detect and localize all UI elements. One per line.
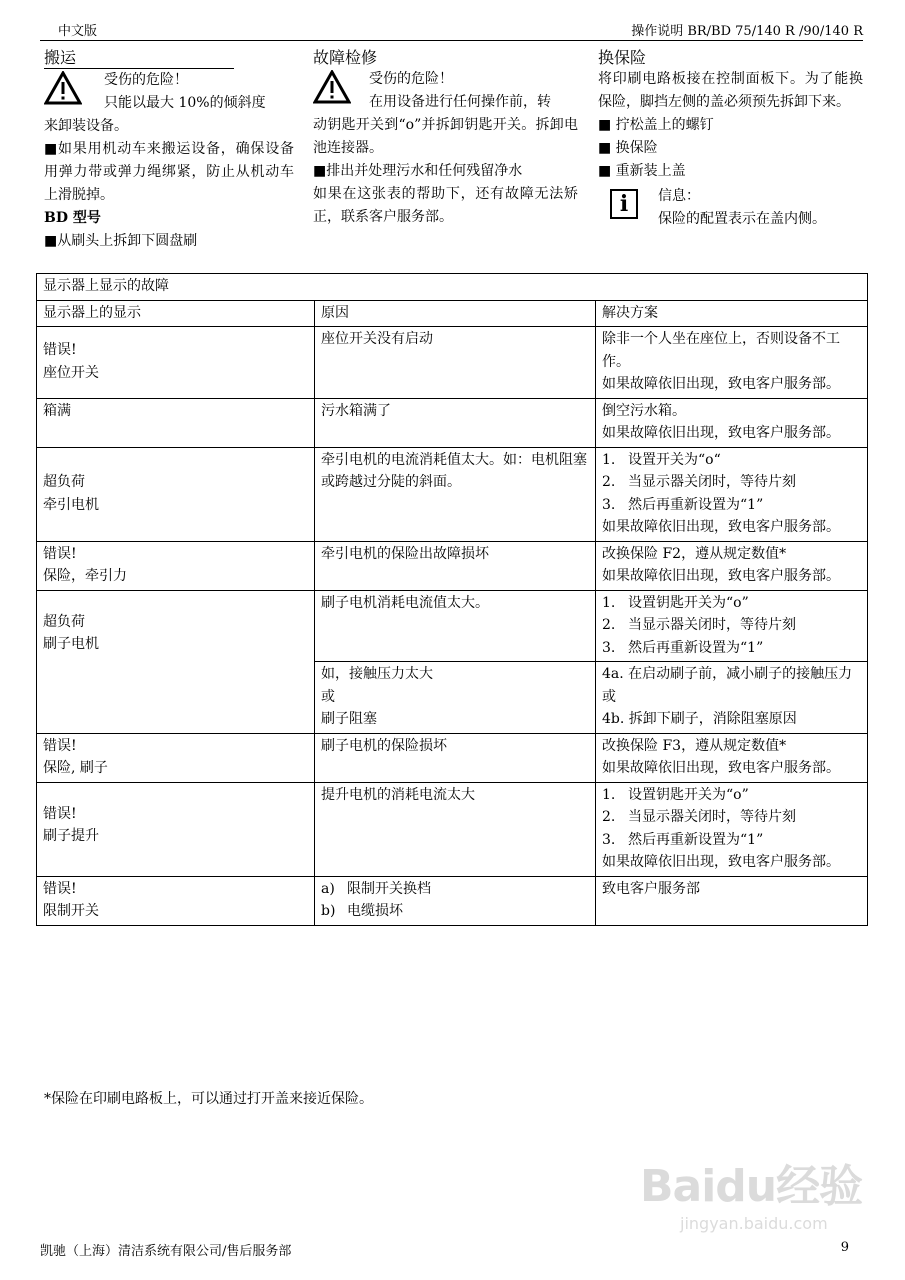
baidu-watermark (640, 1150, 870, 1240)
table-title: 显示器上显示的故障 (37, 274, 868, 301)
solution-cell (596, 662, 868, 734)
info-title: 信息： (658, 188, 700, 204)
display-text: 刷子电机 (43, 636, 99, 652)
table-header-row (37, 300, 868, 327)
display-text: 限制开关 (43, 903, 99, 919)
solution-step (602, 806, 861, 829)
solution-cell (596, 541, 868, 590)
display-text: 错误! (43, 880, 77, 897)
column-header: 解决方案 (596, 300, 868, 327)
solution-cell (596, 447, 868, 541)
info-text: 保险的配置表示在盖内侧。 (658, 211, 826, 227)
table-row (37, 398, 868, 447)
cause-cell (315, 876, 596, 925)
display-cell (37, 590, 315, 733)
step-number: 1. (602, 451, 616, 468)
cause-text: 刷子阻塞 (321, 711, 377, 727)
fuse-title: 换保险 (598, 48, 647, 67)
display-text: 刷子提升 (43, 828, 99, 844)
transport-bullet: ■如果用机动车来搬运设备，确保设备用弹力带或弹力绳绑紧，防止从机动车上滑脱掉。 (44, 141, 294, 203)
warning-line: 只能以最大 10%的倾斜度 (104, 95, 266, 111)
troubleshooting-warning (313, 68, 578, 114)
cause-cell: 刷子电机消耗电流值太大。 (315, 590, 596, 662)
table-row (37, 541, 868, 590)
transport-bullet: ■从刷头上拆卸下圆盘刷 (44, 233, 198, 249)
cause-cell: 提升电机的消耗电流太大 (315, 782, 596, 876)
solution-text: 倒空污水箱。 (602, 402, 686, 419)
cause-text: 如，接触压力太大 (321, 666, 433, 682)
cause-cell: 牵引电机的保险出故障损坏 (315, 541, 596, 590)
display-cell: 箱满 (37, 398, 315, 447)
footnote: *保险在印刷电路板上，可以通过打开盖来接近保险。 (44, 1091, 373, 1107)
item-marker: b) (321, 903, 336, 919)
table-row (37, 327, 868, 399)
fuse-section (598, 46, 863, 231)
step-text: 设置钥匙开关为“o” (628, 786, 749, 803)
solution-text: 改换保险 F3，遵从规定数值* (602, 737, 787, 754)
item-text: 电缆损坏 (347, 903, 403, 919)
step-text: 然后再重新设置为“1” (628, 496, 764, 513)
table-row (37, 876, 868, 925)
warning-triangle-icon (44, 71, 82, 105)
step-number: 2. (602, 617, 616, 633)
step-text: 然后再重新设置为“1” (628, 831, 764, 848)
column-header: 原因 (315, 300, 596, 327)
footer-company: 凯驰（上海）清洁系统有限公司/售后服务部 (40, 1244, 292, 1259)
table-row (37, 590, 868, 662)
display-cell (37, 541, 315, 590)
solution-text: 如果故障依旧出现，致电客户服务部。 (602, 568, 840, 584)
solution-cell (596, 733, 868, 782)
page-header (40, 18, 863, 41)
cause-cell: 牵引电机的电流消耗值太大。如：电机阻塞或跨越过分陡的斜面。 (315, 447, 596, 541)
step-number: 1. (602, 786, 616, 803)
transport-section (44, 46, 294, 253)
info-icon: i (610, 189, 638, 219)
solution-step (602, 637, 861, 660)
step-number: 1. (602, 594, 616, 611)
cause-cell: 刷子电机的保险损坏 (315, 733, 596, 782)
column-header: 显示器上的显示 (37, 300, 315, 327)
solution-step (602, 494, 861, 517)
solution-text: 如果故障依旧出现，致电客户服务部。 (602, 376, 840, 392)
solution-text: 改换保险 F2，遵从规定数值* (602, 545, 787, 562)
display-text: 座位开关 (43, 364, 99, 381)
solution-text: 4b. 拆卸下刷子，消除阻塞原因 (602, 711, 797, 727)
solution-text: 如果故障依旧出现，致电客户服务部。 (602, 425, 840, 441)
cause-text: 或 (321, 688, 335, 705)
fuse-step: ■ 重新装上盖 (598, 163, 686, 179)
warning-line: 在用设备进行任何操作前，转 (369, 94, 551, 110)
display-text: 错误! (43, 737, 77, 754)
fuse-step: ■ 拧松盖上的螺钉 (598, 117, 714, 133)
table-row (37, 782, 868, 876)
watermark-logo: Baidu经验 (640, 1161, 863, 1212)
solution-step (602, 829, 861, 852)
cause-cell (315, 662, 596, 734)
manual-title: 操作说明 BR/BD 75/140 R /90/140 R (631, 24, 863, 39)
transport-title: 搬运 (44, 46, 234, 69)
page-number: 9 (840, 1240, 849, 1255)
step-number: 3. (602, 831, 616, 848)
display-cell (37, 447, 315, 541)
solution-cell (596, 590, 868, 662)
display-text: 错误! (43, 805, 77, 822)
solution-cell: 致电客户服务部 (596, 876, 868, 925)
watermark-url: jingyan.baidu.com (680, 1214, 828, 1233)
solution-step (602, 449, 861, 472)
cause-item (321, 878, 589, 901)
display-text: 超负荷 (43, 474, 85, 490)
solution-cell (596, 398, 868, 447)
troubleshooting-note: 如果在这张表的帮助下，还有故障无法矫正，联系客户服务部。 (313, 186, 578, 225)
step-number: 2. (602, 809, 616, 825)
display-cell (37, 876, 315, 925)
solution-text: 如果故障依旧出现，致电客户服务部。 (602, 760, 840, 776)
step-text: 然后再重新设置为“1” (628, 639, 764, 656)
fuse-step: ■ 换保险 (598, 140, 658, 156)
fault-table (36, 273, 868, 926)
solution-step (602, 614, 861, 637)
step-text: 设置开关为“o“ (628, 451, 721, 468)
warning-line: 动钥匙开关到“o”并拆卸钥匙开关。拆卸电池连接器。 (313, 117, 578, 156)
item-text: 限制开关换档 (347, 880, 431, 897)
display-cell (37, 733, 315, 782)
table-title-row (37, 274, 868, 301)
troubleshooting-title: 故障检修 (313, 48, 378, 67)
display-cell (37, 782, 315, 876)
cause-item (321, 900, 589, 923)
warning-title: 受伤的危险！ (369, 71, 453, 87)
transport-warning (44, 69, 294, 115)
solution-text: 或 (602, 688, 616, 705)
warning-title: 受伤的危险！ (104, 72, 188, 88)
troubleshooting-bullet: ■排出并处理污水和任何残留净水 (313, 163, 523, 179)
fuse-intro: 将印刷电路板接在控制面板下。为了能换保险，脚挡左侧的盖必须预先拆卸下来。 (598, 71, 863, 110)
step-number: 3. (602, 496, 616, 513)
display-cell (37, 327, 315, 399)
step-text: 设置钥匙开关为“o” (628, 594, 749, 611)
step-text: 当显示器关闭时，等待片刻 (628, 617, 796, 633)
solution-step (602, 784, 861, 807)
solution-text: 如果故障依旧出现，致电客户服务部。 (602, 854, 840, 870)
step-text: 当显示器关闭时，等待片刻 (628, 809, 796, 825)
step-number: 2. (602, 474, 616, 490)
item-marker: a) (321, 880, 335, 897)
display-text: 保险, 刷子 (43, 760, 108, 776)
step-number: 3. (602, 639, 616, 656)
display-text: 超负荷 (43, 613, 85, 630)
display-text: 牵引电机 (43, 496, 99, 513)
solution-cell (596, 327, 868, 399)
solution-step (602, 592, 861, 615)
solution-text: 如果故障依旧出现，致电客户服务部。 (602, 519, 840, 535)
table-row (37, 447, 868, 541)
table-row (37, 733, 868, 782)
display-text: 保险，牵引力 (43, 568, 127, 584)
solution-text: 4a. 在启动刷子前，减小刷子的接触压力 (602, 666, 853, 682)
bd-model-heading: BD 型号 (44, 210, 101, 226)
language-label: 中文版 (58, 24, 98, 39)
cause-cell: 污水箱满了 (315, 398, 596, 447)
display-text: 错误! (43, 342, 77, 359)
warning-triangle-icon (313, 70, 351, 104)
warning-line: 来卸装设备。 (44, 118, 128, 134)
troubleshooting-section (313, 46, 578, 229)
step-text: 当显示器关闭时，等待片刻 (628, 474, 796, 490)
solution-text: 除非一个人坐在座位上，否则设备不工作。 (602, 331, 840, 370)
solution-cell (596, 782, 868, 876)
cause-cell: 座位开关没有启动 (315, 327, 596, 399)
solution-step (602, 471, 861, 494)
fuse-info (598, 185, 863, 231)
display-text: 错误! (43, 545, 77, 562)
